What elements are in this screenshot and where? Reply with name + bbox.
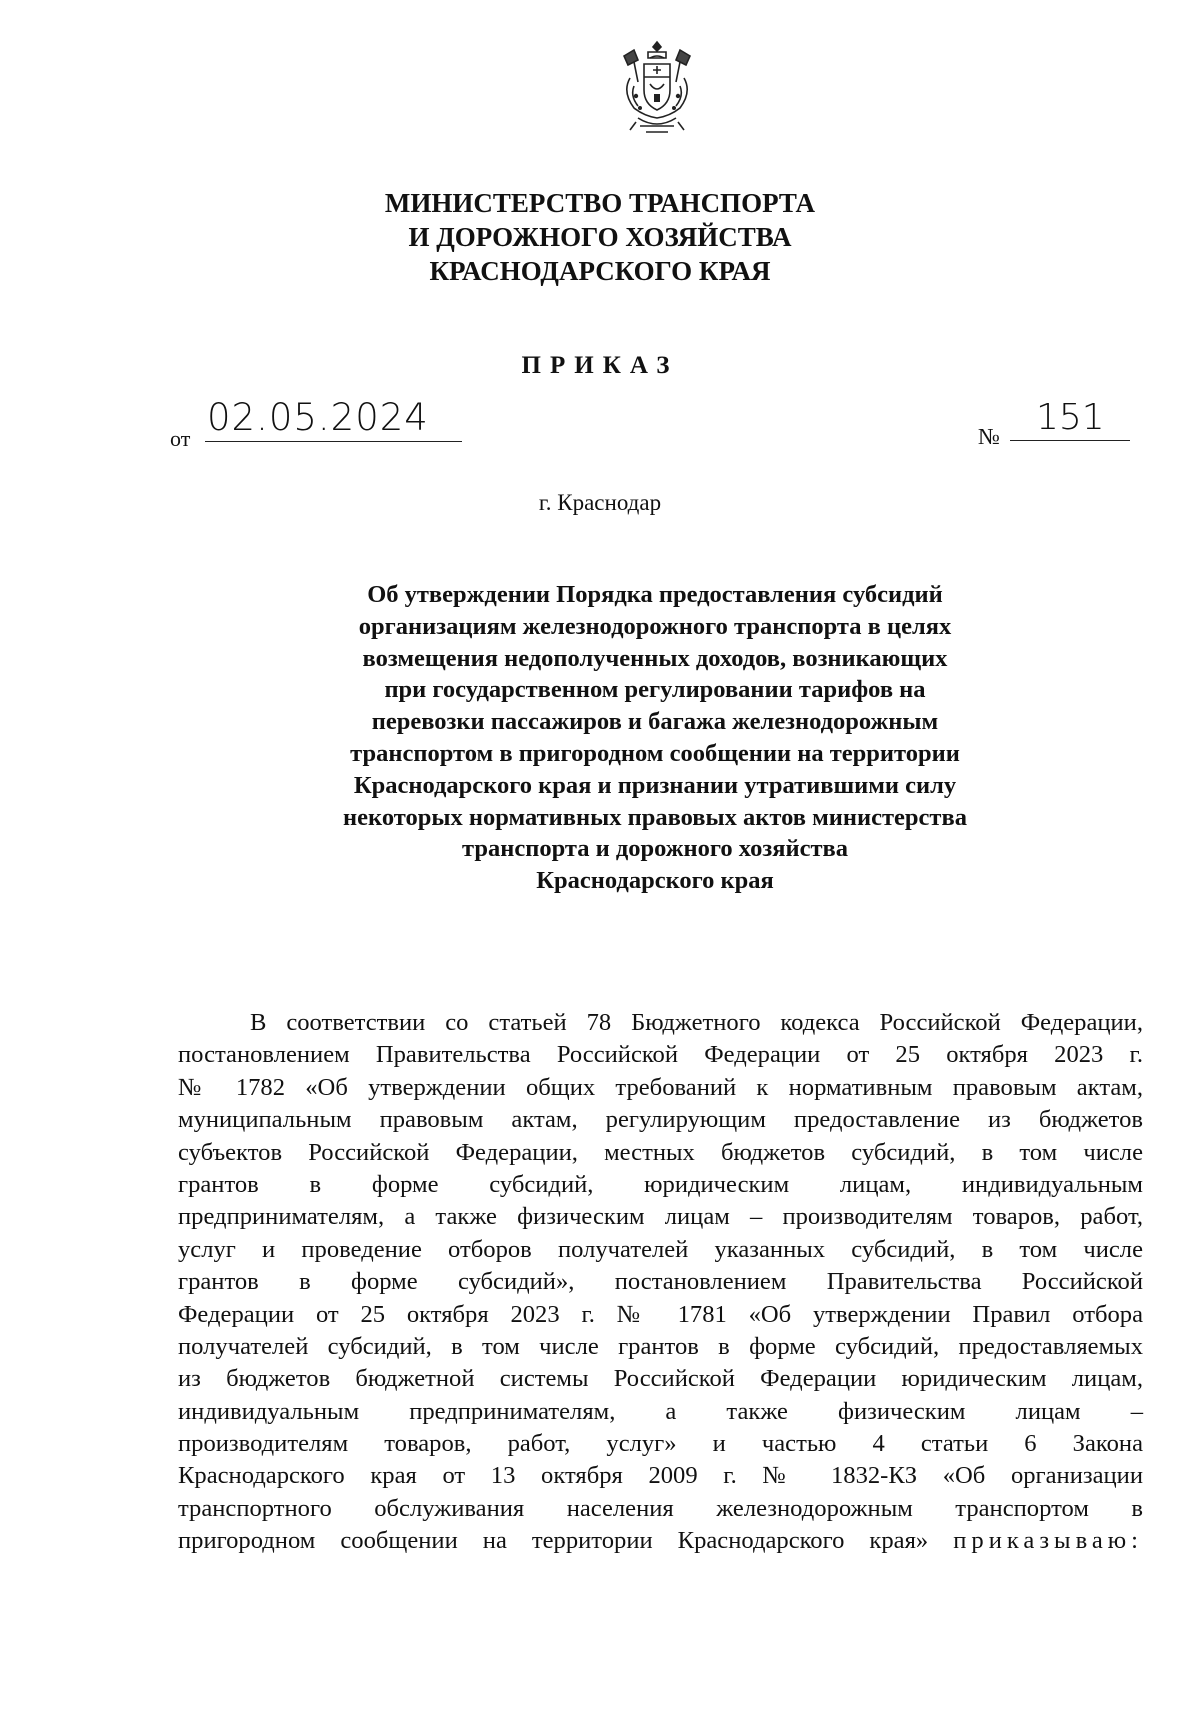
subject-line: при государственном регулировании тарифов на xyxy=(384,676,926,704)
body-paragraph xyxy=(178,1007,1143,1558)
body-line: субъектов Российской Федерации, местных бюджетов субсидий, в том числе xyxy=(178,1138,1143,1166)
body-line: муниципальным правовым актам, регулирующим предоставление из бюджетов xyxy=(178,1106,1143,1134)
body-last-line xyxy=(178,1525,1143,1557)
subject-line: Об утверждении Порядка предоставления субсидий xyxy=(367,581,943,608)
subject-line: Краснодарского края xyxy=(536,867,774,895)
organization-line: МИНИСТЕРСТВО ТРАНСПОРТА xyxy=(384,188,816,218)
body-line: транспортного обслуживания населения железнодорожным транспортом в xyxy=(178,1494,1143,1522)
date-prefix: от xyxy=(170,426,191,451)
subject-line: некоторых нормативных правовых актов министерства xyxy=(343,803,967,831)
body-line: грантов в форме субсидий», постановлением Правительства Российской xyxy=(178,1268,1143,1296)
body-line: услуг и проведение отборов получателей указанных субсидий, в том числе xyxy=(178,1235,1143,1263)
body-line: индивидуальным предпринимателям, а также физическим лицам – xyxy=(178,1397,1143,1425)
body-line: № 1782 «Об утверждении общих требований к нормативным правовым актам, xyxy=(178,1073,1143,1101)
number-prefix: № xyxy=(978,424,1000,449)
body-line: получателей субсидий, в том числе грантов в форме субсидий, предоставляемых xyxy=(178,1332,1143,1360)
body-line: грантов в форме субсидий, юридическим лицам, индивидуальным xyxy=(178,1170,1143,1198)
subject-line: возмещения недополученных доходов, возникающих xyxy=(362,644,948,672)
organization-name xyxy=(300,186,900,288)
subject-line: организациям железнодорожного транспорта в целях xyxy=(358,612,952,640)
order-number: 151 xyxy=(1010,395,1130,441)
subject-line: Краснодарского края и признании утратившими силу xyxy=(353,771,957,799)
subject-line: транспортом в пригородном сообщении на территории xyxy=(350,739,960,767)
organization-line: КРАСНОДАРСКОГО КРАЯ xyxy=(429,256,771,286)
order-date: 02.05.2024 xyxy=(205,395,462,442)
city: г. Краснодар xyxy=(538,490,662,515)
body-line: постановлением Правительства Российской Федерации от 25 октября 2023 г. xyxy=(178,1041,1143,1069)
body-last-line-text: пригородном сообщении на территории Краснодарского края» xyxy=(178,1527,929,1555)
order-verb: приказываю: xyxy=(953,1527,1143,1555)
organization-line: И ДОРОЖНОГО ХОЗЯЙСТВА xyxy=(408,222,792,252)
body-line: Краснодарского края от 13 октября 2009 г. № 1832-КЗ «Об организации xyxy=(178,1462,1143,1490)
order-subject xyxy=(285,579,1025,897)
body-line: производителям товаров, работ, услуг» и частью 4 статьи 6 Закона xyxy=(178,1430,1143,1458)
body-line: предпринимателям, а также физическим лицам – производителям товаров, работ, xyxy=(178,1203,1143,1231)
body-line: В соответствии со статьей 78 Бюджетного кодекса Российской Федерации, xyxy=(250,1009,1143,1036)
body-line: из бюджетов бюджетной системы Российской Федерации юридическим лицам, xyxy=(178,1365,1143,1393)
coat-of-arms-icon xyxy=(610,38,704,138)
document-type-title: ПРИКАЗ xyxy=(521,352,679,379)
subject-line: перевозки пассажиров и багажа железнодорожным xyxy=(371,708,939,736)
body-line: Федерации от 25 октября 2023 г. № 1781 «Об утверждении Правил отбора xyxy=(178,1300,1143,1328)
subject-line: транспорта и дорожного хозяйства xyxy=(462,835,848,863)
